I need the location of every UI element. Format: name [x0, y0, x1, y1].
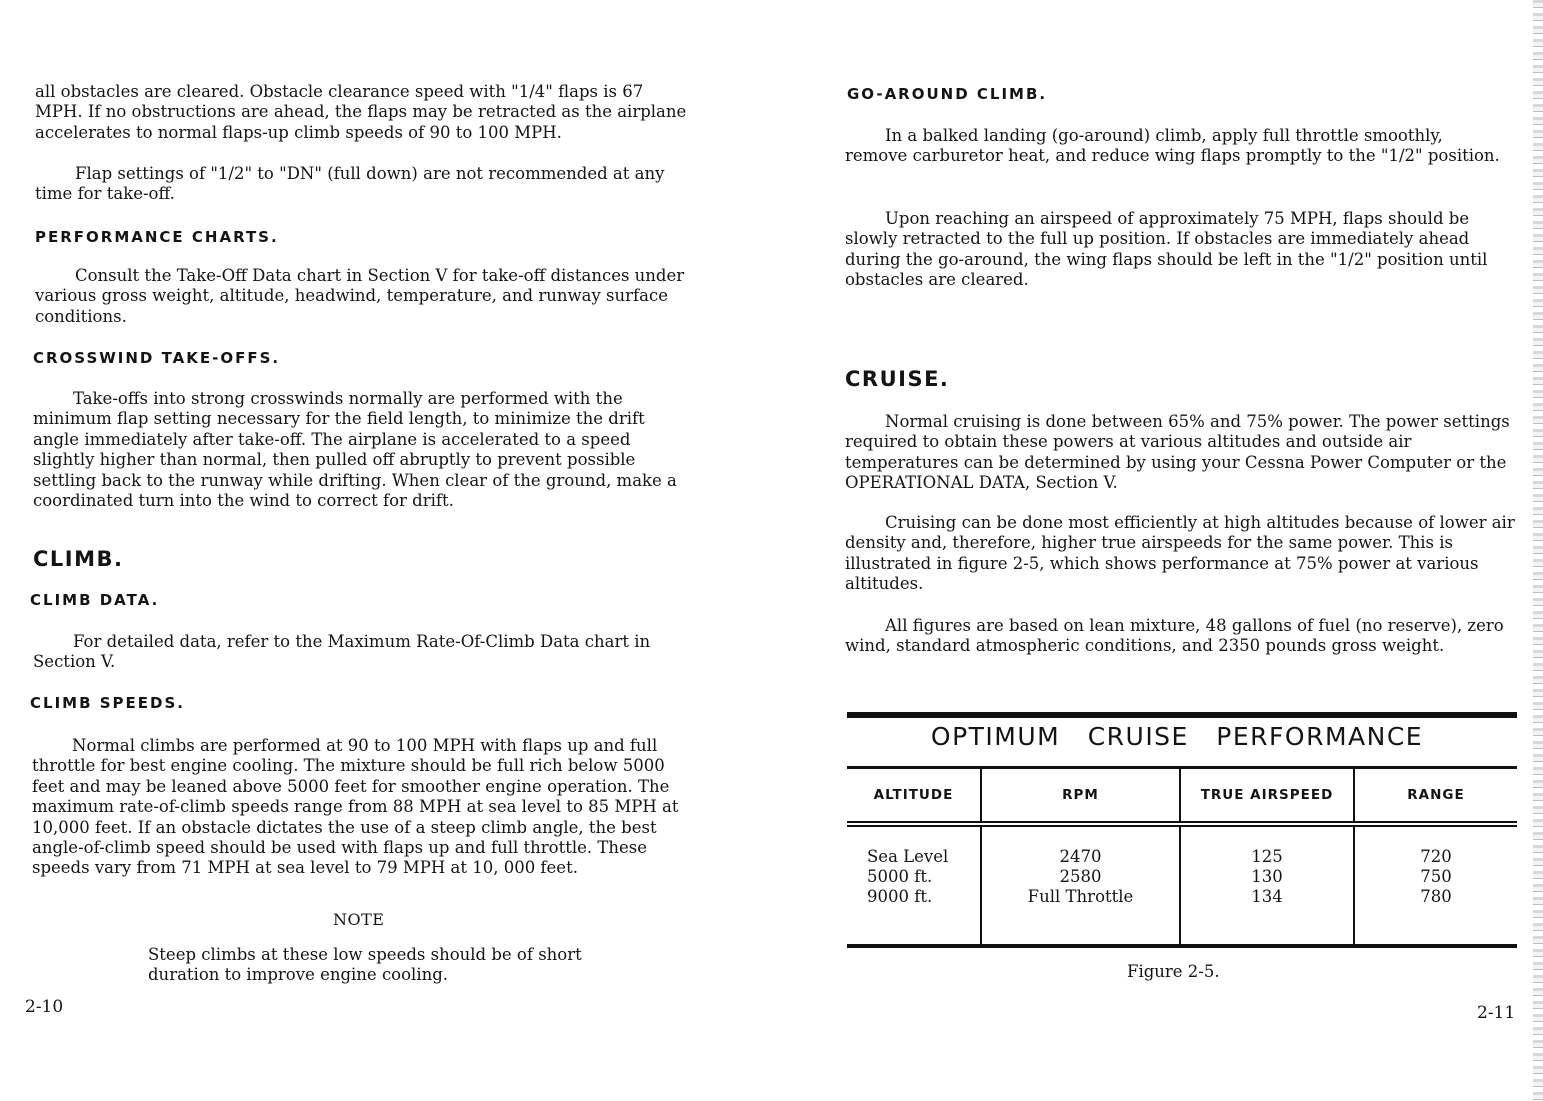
range-value: 720	[1420, 847, 1452, 866]
altitude-value: Sea Level	[867, 847, 949, 866]
optimum-cruise-table	[847, 766, 1517, 948]
rpm-value: 2580	[1059, 867, 1102, 886]
cell-range	[1354, 824, 1517, 946]
page-number-left: 2-10	[25, 997, 64, 1017]
paragraph-go-around-2: Upon reaching an airspeed of approximately 75 MPH, flaps should be slowly retracted to the full up position. If obstacles are immediately ahead during the go-around, the wing flaps should be left in the "1/2" position until obstacles are cleared.	[845, 209, 1488, 290]
altitude-value: 5000 ft.	[867, 867, 933, 886]
paragraph-flap-settings: Flap settings of "1/2" to "DN" (full down) are not recommended at any time for take-off.	[35, 164, 665, 204]
rpm-value: Full Throttle	[1027, 887, 1134, 906]
cell-rpm	[981, 824, 1180, 946]
table-row	[847, 824, 1517, 946]
airspeed-value: 130	[1251, 867, 1283, 886]
table-header-row	[847, 768, 1517, 825]
paragraph-obstacles: all obstacles are cleared. Obstacle clearance speed with "1/4" flaps is 67 MPH. If no obstructions are ahead, the flaps may be retracted as the airplane accelerates to normal flaps-up climb speeds of 90 to 100 MPH.	[35, 82, 687, 142]
header-altitude: ALTITUDE	[847, 768, 981, 825]
paragraph-cruise-2: Cruising can be done most efficiently at high altitudes because of lower air density and, therefore, higher true airspeeds for the same power. This is illustrated in figure 2-5, which shows performance at 75% power at various altitudes.	[845, 513, 1515, 594]
range-value: 780	[1420, 887, 1452, 906]
airspeed-value: 134	[1251, 887, 1283, 906]
heading-go-around-climb: GO-AROUND CLIMB.	[847, 85, 1048, 103]
heading-performance-charts: PERFORMANCE CHARTS.	[35, 228, 279, 246]
figure-top-rule	[847, 712, 1517, 718]
heading-climb-data: CLIMB DATA.	[30, 591, 160, 609]
cell-altitude	[847, 824, 981, 946]
rpm-value: 2470	[1059, 847, 1102, 866]
paragraph-cruise-1: Normal cruising is done between 65% and 75% power. The power settings required to obtain these powers at various altitudes and outside air temperatures can be determined by using your Cessna Power Computer or the OPERATIONAL DATA, Section V.	[845, 412, 1510, 493]
page-edge-scan-artifact	[1533, 0, 1543, 1101]
paragraph-performance-charts: Consult the Take-Off Data chart in Section V for take-off distances under various gross weight, altitude, headwind, temperature, and runway surface conditions.	[35, 266, 685, 326]
paragraph-go-around-1: In a balked landing (go-around) climb, apply full throttle smoothly, remove carburetor heat, and reduce wing flaps promptly to the "1/2" position.	[845, 126, 1500, 166]
paragraph-climb-speeds: Normal climbs are performed at 90 to 100 MPH with flaps up and full throttle for best engine cooling. The mixture should be full rich below 5000 feet and may be leaned above 5000 feet for smoother engine operation. The maximum rate-of-climb speeds range from 88 MPH at sea level to 85 MPH at 10,000 feet. If an obstacle dictates the use of a steep climb angle, the best angle-of-climb speed should be used with flaps up and full throttle. These speeds vary from 71 MPH at sea level to 79 MPH at 10, 000 feet.	[32, 736, 679, 878]
heading-climb: CLIMB.	[33, 547, 124, 571]
header-range: RANGE	[1354, 768, 1517, 825]
heading-cruise: CRUISE.	[845, 367, 950, 391]
heading-climb-speeds: CLIMB SPEEDS.	[30, 694, 185, 712]
page-number-right: 2-11	[1477, 1003, 1516, 1023]
airspeed-value: 125	[1251, 847, 1283, 866]
range-value: 750	[1420, 867, 1452, 886]
heading-crosswind-takeoffs: CROSSWIND TAKE-OFFS.	[33, 349, 281, 367]
cell-true-airspeed	[1180, 824, 1354, 946]
header-rpm: RPM	[981, 768, 1180, 825]
figure-caption: Figure 2-5.	[1127, 962, 1220, 981]
paragraph-climb-data: For detailed data, refer to the Maximum Rate-Of-Climb Data chart in Section V.	[33, 632, 651, 672]
note-text: Steep climbs at these low speeds should be of short duration to improve engine cooling.	[148, 945, 582, 984]
altitude-value: 9000 ft.	[867, 887, 933, 906]
figure-title: OPTIMUM CRUISE PERFORMANCE	[930, 722, 1424, 751]
header-true-airspeed: TRUE AIRSPEED	[1180, 768, 1354, 825]
paragraph-crosswind: Take-offs into strong crosswinds normally are performed with the minimum flap setting necessary for the field length, to minimize the drift angle immediately after take-off. The airplane is accelerated to a speed slightly higher than normal, then pulled off abruptly to prevent possible settling back to the runway while drifting. When clear of the ground, make a coordinated turn into the wind to correct for drift.	[33, 389, 677, 511]
paragraph-cruise-3: All figures are based on lean mixture, 48 gallons of fuel (no reserve), zero wind, standard atmospheric conditions, and 2350 pounds gross weight.	[845, 616, 1504, 656]
note-label: NOTE	[333, 910, 385, 929]
